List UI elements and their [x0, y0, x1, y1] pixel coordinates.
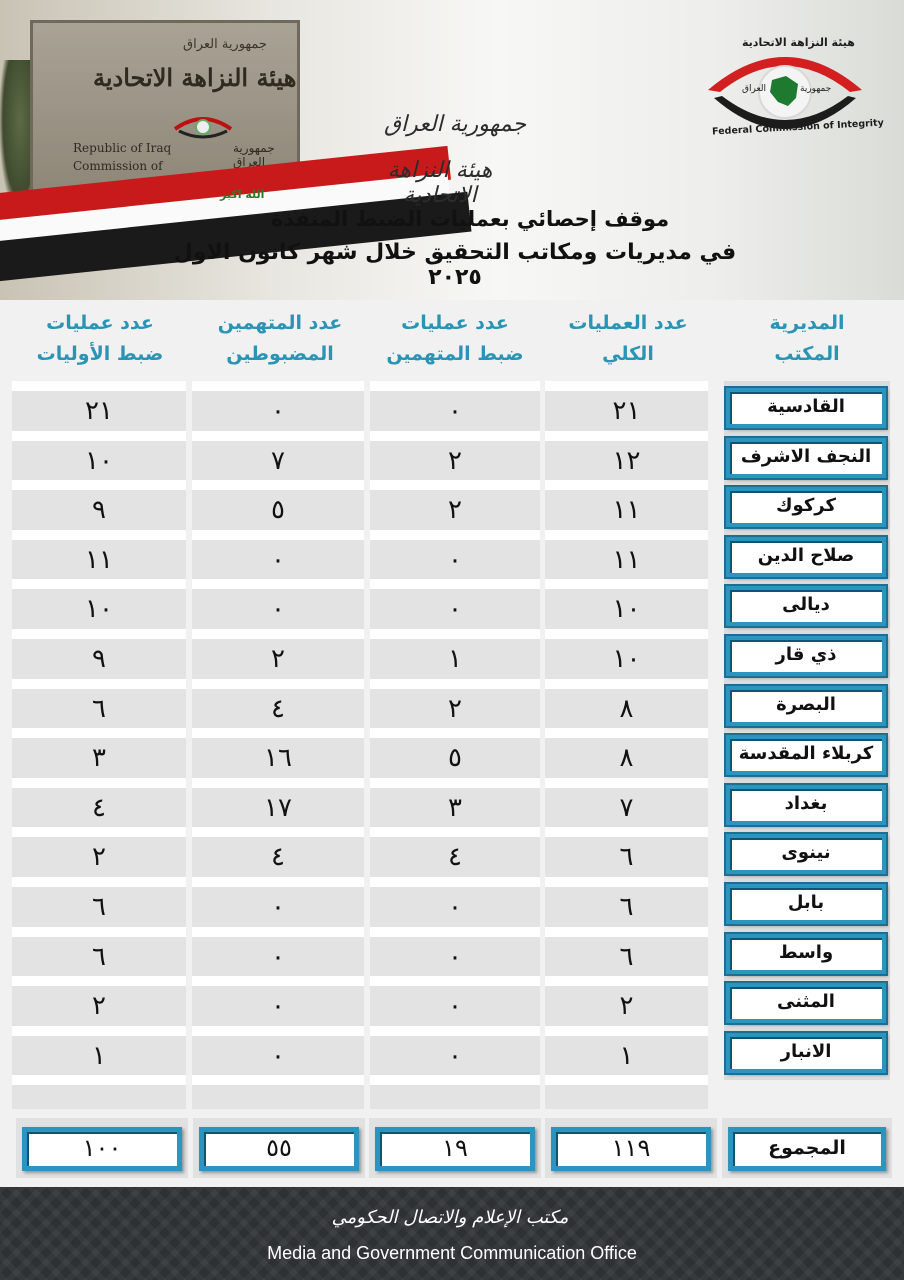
table-cell-initial-ops: ٤: [92, 792, 106, 823]
row-separator: [12, 778, 186, 788]
column-header-accused-ops-line2: ضبط المتهمين: [386, 343, 524, 365]
table-cell-initial-ops: ١٠: [85, 445, 113, 476]
total-operations: ١١٩: [551, 1127, 711, 1171]
footer-office-en: Media and Government Communication Office: [267, 1243, 637, 1263]
row-separator: [370, 431, 540, 441]
column-header-accused-ops-line1: عدد عمليات: [401, 312, 509, 334]
row-separator: [545, 629, 708, 639]
logo-republic-ar: جمهورية: [800, 84, 832, 94]
table-cell-accused-caught: ٥: [271, 495, 285, 526]
table-cell-accused-caught: ٧: [271, 445, 285, 476]
building-sign-commission-en: Commission of: [73, 159, 163, 173]
row-separator: [192, 927, 364, 937]
row-separator: [12, 976, 186, 986]
row-separator: [545, 381, 708, 391]
row-separator: [545, 728, 708, 738]
row-separator: [12, 927, 186, 937]
row-separator: [370, 728, 540, 738]
row-separator: [192, 1026, 364, 1036]
table-cell-accused-ops: ٠: [448, 544, 462, 575]
region-label: ديالى: [726, 586, 886, 626]
table-cell-total: ٨: [619, 693, 634, 724]
calligraphy-commission: هيئة النزاهة الاتحادية: [387, 158, 493, 208]
table-cell-total: ٧: [619, 792, 634, 823]
row-separator: [545, 679, 708, 689]
table-cell-initial-ops: ٢: [92, 842, 106, 873]
table-cell-accused-ops: ٤: [448, 842, 462, 873]
header-banner: [0, 0, 904, 300]
column-header-total-line1: عدد العمليات: [568, 312, 688, 334]
table-cell-total: ١٠: [612, 644, 641, 674]
table-cell-initial-ops: ١١: [85, 544, 113, 575]
table-cell-total: ١٢: [612, 445, 641, 476]
total-initial-ops: ١٠٠: [22, 1127, 182, 1171]
row-separator: [12, 530, 186, 540]
table-cell-total: ٦: [619, 941, 634, 972]
table-cell-accused-ops: ٠: [448, 941, 462, 972]
table-cell-accused-caught: ٠: [271, 941, 285, 972]
row-separator: [545, 480, 708, 490]
row-separator: [12, 579, 186, 589]
row-separator: [370, 480, 540, 490]
region-label: ذي قار: [726, 636, 886, 676]
table-cell-accused-caught: ١٧: [264, 792, 292, 823]
table-cell-total: ١١: [612, 544, 641, 575]
row-separator: [192, 480, 364, 490]
building-sign-small-ar: جمهورية العراق: [233, 141, 275, 169]
row-separator: [12, 679, 186, 689]
row-separator: [192, 579, 364, 589]
total-accused-ops: ١٩: [375, 1127, 535, 1171]
footer-office-ar: مكتب الإعلام والاتصال الحكومي: [331, 1207, 569, 1228]
row-separator: [192, 877, 364, 887]
logo-commission-ar: هيئة النزاهة الاتحادية: [742, 36, 855, 49]
row-separator: [370, 629, 540, 639]
table-cell-initial-ops: ٦: [92, 892, 106, 922]
row-separator: [12, 1026, 186, 1036]
flag-takbir-text: الله اكبر: [220, 188, 265, 201]
row-separator: [192, 1075, 364, 1085]
row-separator: [545, 530, 708, 540]
table-cell-initial-ops: ٦: [92, 941, 106, 972]
row-separator: [192, 976, 364, 986]
row-separator: [12, 827, 186, 837]
column-header-total-line2: الكلي: [602, 343, 654, 365]
table-cell-accused-caught: ٢: [271, 644, 285, 674]
table-cell-accused-caught: ٠: [271, 991, 285, 1022]
row-separator: [192, 629, 364, 639]
region-label: بغداد: [726, 785, 886, 825]
region-label: البصرة: [726, 686, 886, 726]
page-subtitle: في مديريات ومكاتب التحقيق خلال شهر كانون الاول ٢٠٢٥: [173, 240, 737, 290]
region-label: بابل: [726, 884, 886, 924]
region-label: صلاح الدين: [726, 537, 886, 577]
row-separator: [545, 976, 708, 986]
column-header-accused-ops: [370, 308, 540, 374]
table-cell-initial-ops: ١: [92, 1040, 106, 1071]
row-separator: [12, 728, 186, 738]
building-sign-republic-en: Republic of Iraq: [73, 141, 172, 155]
region-label: نينوى: [726, 834, 886, 874]
region-label: القادسية: [726, 388, 886, 428]
row-separator: [370, 1075, 540, 1085]
table-cell-total: ٦: [619, 892, 634, 922]
region-label: المثنى: [726, 983, 886, 1023]
building-sign-commission-ar: هيئة النزاهة الاتحادية: [93, 63, 297, 92]
column-header-accused-caught-line2: المضبوطين: [226, 343, 334, 365]
column-header-accused-caught: [195, 308, 365, 374]
row-separator: [545, 579, 708, 589]
row-separator: [192, 728, 364, 738]
row-separator: [370, 381, 540, 391]
region-label: واسط: [726, 934, 886, 974]
table-cell-accused-ops: ٠: [448, 1040, 462, 1071]
row-separator: [370, 976, 540, 986]
table-cell-accused-ops: ٠: [448, 594, 462, 625]
table-cell-accused-caught: ٤: [271, 842, 285, 873]
table-cell-initial-ops: ٢: [92, 991, 106, 1022]
region-label: كركوك: [726, 487, 886, 527]
column-header-region-line2: المكتب: [774, 343, 840, 365]
row-separator: [370, 927, 540, 937]
table-cell-accused-caught: ٤: [271, 693, 285, 724]
column-header-region-line1: المديرية: [769, 312, 845, 334]
column-header-accused-caught-line1: عدد المتهمين: [217, 312, 343, 334]
row-separator: [545, 1075, 708, 1085]
table-cell-total: ١: [619, 1040, 634, 1071]
row-separator: [12, 877, 186, 887]
row-separator: [370, 530, 540, 540]
row-separator: [12, 629, 186, 639]
row-separator: [192, 431, 364, 441]
table-cell-initial-ops: ٩: [92, 495, 106, 526]
table-cell-accused-ops: ١: [448, 644, 462, 674]
table-cell-accused-ops: ٠: [448, 892, 462, 922]
row-separator: [370, 679, 540, 689]
table-cell-initial-ops: ١٠: [85, 594, 113, 625]
column-header-initial-ops-line2: ضبط الأوليات: [36, 343, 164, 365]
footer-bar: [0, 1187, 904, 1280]
row-separator: [370, 579, 540, 589]
column-header-initial-ops-line1: عدد عمليات: [46, 312, 154, 334]
row-separator: [370, 778, 540, 788]
row-separator: [370, 827, 540, 837]
row-separator: [545, 927, 708, 937]
total-label: المجموع: [728, 1127, 886, 1171]
row-separator: [12, 381, 186, 391]
table-cell-accused-caught: ٠: [271, 544, 285, 575]
table-cell-total: ١٠: [612, 594, 641, 625]
table-cell-accused-ops: ٥: [448, 743, 462, 774]
region-label: النجف الاشرف: [726, 438, 886, 478]
table-cell-initial-ops: ٢١: [85, 396, 113, 426]
building-emblem-icon: [173, 111, 233, 141]
logo-iraq-ar: العراق: [742, 84, 767, 94]
calligraphy-republic: جمهورية العراق: [383, 112, 527, 137]
column-header-total: [548, 308, 708, 374]
row-separator: [545, 431, 708, 441]
logo-commission-en: Federal Commission of Integrity: [711, 117, 885, 138]
table-cell-accused-caught: ٠: [271, 1040, 285, 1071]
row-separator: [545, 1026, 708, 1036]
row-separator: [545, 877, 708, 887]
region-column: [724, 381, 890, 1080]
row-separator: [192, 679, 364, 689]
column-header-region: [732, 308, 882, 374]
table-cell-accused-ops: ٢: [448, 693, 462, 724]
table-cell-total: ٢: [619, 991, 634, 1022]
table-cell-accused-ops: ٢: [448, 445, 462, 476]
column-header-initial-ops: [15, 308, 185, 374]
table-cell-total: ٨: [619, 743, 634, 774]
total-accused-caught: ٥٥: [199, 1127, 359, 1171]
region-label: كربلاء المقدسة: [726, 735, 886, 775]
table-cell-accused-caught: ٠: [271, 892, 285, 922]
page-title: موقف إحصائي بعمليات الضبط المنفذة: [270, 207, 670, 231]
table-cell-total: ١١: [612, 495, 641, 526]
table-cell-initial-ops: ٩: [92, 644, 106, 674]
row-separator: [545, 827, 708, 837]
region-label: الانبار: [726, 1033, 886, 1073]
table-cell-accused-caught: ٠: [271, 594, 285, 625]
table-cell-accused-ops: ٠: [448, 991, 462, 1022]
row-separator: [12, 431, 186, 441]
table-cell-accused-caught: ١٦: [264, 743, 292, 774]
table-cell-accused-ops: ٣: [448, 792, 462, 823]
building-sign-republic-ar: جمهورية العراق: [183, 37, 267, 52]
row-separator: [12, 1075, 186, 1085]
row-separator: [192, 381, 364, 391]
table-cell-total: ٢١: [612, 396, 641, 426]
table-cell-initial-ops: ٦: [92, 693, 106, 724]
row-separator: [12, 480, 186, 490]
table-cell-accused-ops: ٠: [448, 396, 462, 426]
table-cell-initial-ops: ٣: [92, 743, 106, 774]
row-separator: [545, 778, 708, 788]
row-separator: [370, 877, 540, 887]
table-cell-total: ٦: [619, 842, 634, 873]
row-separator: [192, 530, 364, 540]
table-cell-accused-ops: ٢: [448, 495, 462, 526]
row-separator: [192, 827, 364, 837]
row-separator: [192, 778, 364, 788]
row-separator: [370, 1026, 540, 1036]
table-cell-accused-caught: ٠: [271, 396, 285, 426]
